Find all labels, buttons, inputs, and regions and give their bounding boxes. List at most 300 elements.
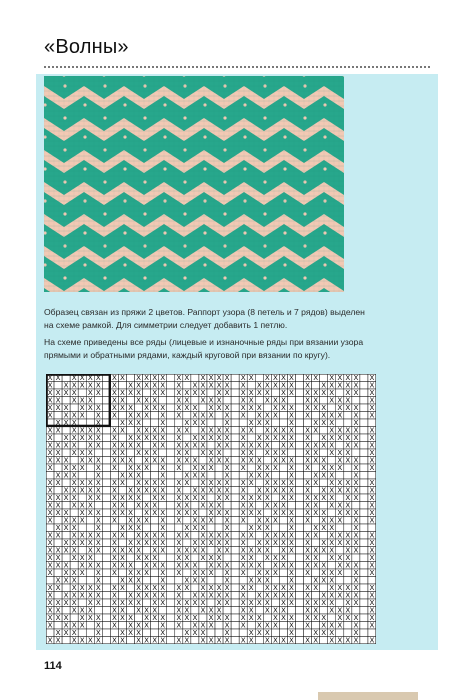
- chart-cell-mark: X: [136, 515, 141, 525]
- chart-cell-mark: X: [321, 403, 327, 413]
- chart-cell-mark: X: [200, 463, 206, 473]
- chart-cell-mark: X: [200, 553, 206, 563]
- chart-cell: [296, 412, 304, 420]
- chart-cell-mark: X: [95, 560, 101, 570]
- chart-cell: [167, 449, 175, 457]
- chart-cell-mark: X: [369, 433, 375, 443]
- chart-cell-mark: X: [264, 530, 270, 540]
- chart-cell-mark: X: [176, 478, 182, 488]
- chart-cell-mark: X: [256, 560, 262, 570]
- page-title: «Волны»: [44, 36, 129, 58]
- chart-cell-mark: X: [111, 508, 117, 518]
- chart-cell-mark: X: [216, 395, 222, 405]
- chart-cell-mark: X: [240, 403, 246, 413]
- chart-cell-mark: X: [353, 613, 359, 623]
- chart-cell-mark: X: [321, 440, 327, 450]
- chart-cell-mark: X: [289, 538, 294, 548]
- chart-cell-mark: X: [224, 515, 230, 525]
- chart-cell-mark: X: [224, 530, 230, 540]
- chart-cell-mark: X: [369, 545, 375, 555]
- chart-cell-mark: X: [111, 440, 117, 450]
- chart-cell-mark: X: [289, 590, 294, 600]
- chart-cell-mark: X: [160, 530, 166, 540]
- chart-cell-mark: X: [79, 583, 85, 593]
- chart-cell-mark: X: [176, 553, 182, 563]
- chart-cell-mark: X: [111, 620, 117, 630]
- chart-cell-mark: X: [281, 493, 286, 503]
- chart-cell: [231, 637, 239, 645]
- chart-cell-mark: X: [192, 620, 198, 630]
- chart-cell-mark: X: [345, 448, 351, 458]
- chart-cell-mark: X: [289, 635, 294, 644]
- chart-cell-mark: X: [256, 470, 262, 480]
- chart-cell-mark: X: [71, 590, 77, 600]
- chart-cell-mark: X: [289, 440, 294, 450]
- chart-cell-mark: X: [353, 545, 359, 555]
- chart-cell-mark: X: [264, 590, 270, 600]
- chart-cell-mark: X: [248, 395, 254, 405]
- chart-cell-mark: X: [329, 553, 335, 563]
- chart-cell-mark: X: [321, 523, 327, 533]
- chart-cell-mark: X: [264, 598, 270, 608]
- chart-cell-mark: X: [160, 388, 166, 398]
- chart-cell-mark: X: [192, 568, 198, 578]
- chart-cell-mark: X: [95, 485, 101, 495]
- chart-cell-mark: X: [176, 515, 182, 525]
- chart-cell-mark: X: [47, 508, 53, 518]
- chart-cell-mark: X: [160, 485, 166, 495]
- chart-cell: [86, 464, 94, 472]
- chart-cell-mark: X: [240, 590, 246, 600]
- chart-cell-mark: X: [216, 380, 222, 390]
- chart-cell-mark: X: [256, 598, 262, 608]
- chart-cell-mark: X: [208, 485, 214, 495]
- chart-cell: [231, 547, 239, 555]
- chart-cell-mark: X: [63, 538, 69, 548]
- chart-cell-mark: X: [47, 374, 53, 383]
- chart-cell-mark: X: [329, 410, 335, 420]
- chart-cell-mark: X: [345, 500, 351, 510]
- chart-cell-mark: X: [289, 620, 294, 630]
- chart-cell-mark: X: [152, 508, 158, 518]
- chart-cell-mark: X: [184, 470, 190, 480]
- chart-cell-mark: X: [160, 374, 166, 383]
- chart-cell-mark: X: [200, 545, 206, 555]
- chart-cell-mark: X: [216, 493, 222, 503]
- chart-cell: [296, 419, 304, 427]
- chart-cell-mark: X: [55, 388, 61, 398]
- chart-cell-mark: X: [216, 545, 222, 555]
- chart-cell-mark: X: [369, 568, 375, 578]
- chart-cell-mark: X: [248, 425, 254, 435]
- chart-cell-mark: X: [305, 395, 311, 405]
- chart-cell-mark: X: [184, 403, 190, 413]
- chart-cell-mark: X: [79, 500, 85, 510]
- chart-cell-mark: X: [144, 455, 150, 465]
- chart-cell-mark: X: [272, 463, 278, 473]
- chart-cell-mark: X: [71, 545, 77, 555]
- chart-cell: [360, 374, 368, 382]
- chart-cell: [296, 449, 304, 457]
- chart-cell-mark: X: [55, 425, 61, 435]
- chart-cell-mark: X: [176, 613, 182, 623]
- chart-cell-mark: X: [224, 418, 230, 428]
- chart-cell-mark: X: [47, 380, 53, 390]
- chart-cell-mark: X: [216, 590, 222, 600]
- chart-cell-mark: X: [353, 530, 359, 540]
- chart-cell-mark: X: [47, 538, 53, 548]
- chart-cell-mark: X: [369, 508, 375, 518]
- chart-cell: [231, 532, 239, 540]
- chart-cell-mark: X: [79, 515, 85, 525]
- chart-cell-mark: X: [87, 448, 93, 458]
- chart-cell-mark: X: [63, 508, 69, 518]
- chart-cell-mark: X: [337, 590, 343, 600]
- chart-cell-mark: X: [305, 410, 311, 420]
- chart-cell: [360, 584, 368, 592]
- chart-cell-mark: X: [120, 440, 125, 450]
- chart-cell-mark: X: [305, 613, 311, 623]
- chart-cell-mark: X: [200, 523, 206, 533]
- chart-cell: [231, 494, 239, 502]
- chart-cell-mark: X: [128, 568, 133, 578]
- chart-cell-mark: X: [63, 613, 69, 623]
- chart-cell-mark: X: [111, 463, 117, 473]
- chart-cell-mark: X: [95, 388, 101, 398]
- chart-cell-mark: X: [200, 583, 206, 593]
- chart-cell-mark: X: [208, 590, 214, 600]
- chart-cell: [296, 629, 304, 637]
- chart-cell: [167, 427, 175, 435]
- chart-cell: [360, 464, 368, 472]
- chart-cell: [296, 532, 304, 540]
- chart-cell-mark: X: [369, 493, 375, 503]
- chart-cell-mark: X: [289, 374, 294, 383]
- chart-cell: [215, 517, 223, 525]
- chart-cell-mark: X: [337, 485, 343, 495]
- chart-cell-mark: X: [240, 478, 246, 488]
- chart-cell-mark: X: [136, 463, 141, 473]
- chart-cell-mark: X: [248, 440, 254, 450]
- chart-cell-mark: X: [264, 470, 270, 480]
- chart-cell: [167, 472, 175, 480]
- chart-cell-mark: X: [144, 530, 150, 540]
- chart-cell-mark: X: [111, 590, 117, 600]
- chart-cell: [360, 577, 368, 585]
- chart-cell-mark: X: [95, 628, 101, 638]
- chart-cell-mark: X: [111, 448, 117, 458]
- chart-cell-mark: X: [192, 493, 198, 503]
- chart-cell: [102, 494, 110, 502]
- chart-cell-mark: X: [184, 553, 190, 563]
- chart-cell: [360, 622, 368, 630]
- chart-cell-mark: X: [55, 545, 61, 555]
- chart-cell-mark: X: [305, 493, 311, 503]
- chart-cell-mark: X: [192, 598, 198, 608]
- chart-cell: [296, 472, 304, 480]
- chart-cell-mark: X: [192, 590, 198, 600]
- chart-cell-mark: X: [160, 440, 166, 450]
- chart-cell-mark: X: [55, 478, 61, 488]
- chart-cell-mark: X: [152, 538, 158, 548]
- chart-cell: [102, 434, 110, 442]
- chart-cell-mark: X: [95, 418, 101, 428]
- chart-cell-mark: X: [95, 598, 101, 608]
- chart-cell: [102, 442, 110, 450]
- chart-cell-mark: X: [281, 583, 286, 593]
- chart-cell-mark: X: [369, 410, 375, 420]
- chart-cell-mark: X: [305, 560, 311, 570]
- chart-cell-mark: X: [176, 545, 182, 555]
- chart-cell-mark: X: [345, 605, 351, 615]
- chart-cell-mark: X: [264, 538, 270, 548]
- chart-cell-mark: X: [353, 425, 359, 435]
- chart-cell: [167, 607, 175, 615]
- chart-cell-mark: X: [111, 433, 117, 443]
- chart-cell-mark: X: [111, 493, 117, 503]
- chart-cell: [231, 599, 239, 607]
- chart-cell-mark: X: [160, 545, 166, 555]
- chart-cell: [215, 412, 223, 420]
- chart-cell-mark: X: [71, 500, 77, 510]
- chart-cell-mark: X: [87, 433, 93, 443]
- chart-cell-mark: X: [240, 485, 246, 495]
- chart-cell-mark: X: [305, 538, 311, 548]
- chart-cell-mark: X: [95, 620, 101, 630]
- chart-cell: [296, 494, 304, 502]
- chart-cell-mark: X: [160, 523, 166, 533]
- chart-cell-mark: X: [120, 635, 125, 644]
- chart-cell-mark: X: [329, 515, 335, 525]
- chart-cell-mark: X: [111, 545, 117, 555]
- chart-cell-mark: X: [47, 515, 53, 525]
- chart-cell-mark: X: [144, 538, 150, 548]
- chart-cell-mark: X: [353, 470, 359, 480]
- chart-cell: [320, 637, 328, 645]
- chart-cell-mark: X: [248, 403, 254, 413]
- chart-cell-mark: X: [208, 560, 214, 570]
- chart-cell-mark: X: [313, 508, 319, 518]
- chart-cell-mark: X: [71, 485, 77, 495]
- chart-cell-mark: X: [136, 500, 141, 510]
- chart-cells: [46, 374, 376, 644]
- chart-cell-mark: X: [369, 583, 375, 593]
- chart-cell-mark: X: [248, 583, 254, 593]
- chart-cell-mark: X: [256, 388, 262, 398]
- chart-cell-mark: X: [224, 545, 230, 555]
- chart-cell-mark: X: [329, 374, 335, 383]
- chart-cell-mark: X: [240, 388, 246, 398]
- chart-cell-mark: X: [353, 433, 359, 443]
- chart-cell-mark: X: [216, 635, 222, 644]
- chart-cell-mark: X: [136, 635, 141, 644]
- chart-cell-mark: X: [87, 425, 93, 435]
- chart-cell: [296, 599, 304, 607]
- chart-cell-mark: X: [63, 523, 69, 533]
- chart-cell-mark: X: [353, 463, 359, 473]
- chart-cell: [102, 562, 110, 570]
- chart-cell-mark: X: [208, 433, 214, 443]
- chart-cell-mark: X: [248, 388, 254, 398]
- chart-cell-mark: X: [192, 508, 198, 518]
- chart-cell-mark: X: [184, 583, 190, 593]
- chart-cell-mark: X: [136, 605, 141, 615]
- chart-cell-mark: X: [248, 455, 254, 465]
- chart-cell-mark: X: [71, 374, 77, 383]
- chart-cell-mark: X: [329, 425, 335, 435]
- chart-cell-mark: X: [200, 500, 206, 510]
- chart-cell-mark: X: [120, 583, 125, 593]
- chart-cell-mark: X: [321, 613, 327, 623]
- chart-cell-mark: X: [240, 598, 246, 608]
- chart-cell-mark: X: [289, 380, 294, 390]
- chart-cell-mark: X: [240, 583, 246, 593]
- chart-cell: [167, 532, 175, 540]
- chart-cell-mark: X: [176, 583, 182, 593]
- chart-cell-mark: X: [87, 485, 93, 495]
- chart-cell-mark: X: [256, 590, 262, 600]
- chart-cell-mark: X: [240, 620, 246, 630]
- chart-cell-mark: X: [160, 538, 166, 548]
- chart-cell-mark: X: [176, 463, 182, 473]
- chart-cell-mark: X: [329, 598, 335, 608]
- chart-cell-mark: X: [240, 410, 246, 420]
- chart-cell-mark: X: [47, 395, 53, 405]
- chart-cell-mark: X: [152, 560, 158, 570]
- chart-cell-mark: X: [329, 575, 335, 585]
- chart-cell-mark: X: [208, 583, 214, 593]
- chart-cell-mark: X: [152, 485, 158, 495]
- chart-cell: [167, 442, 175, 450]
- chart-cell: [360, 637, 368, 645]
- chart-cell-mark: X: [184, 500, 190, 510]
- chart-cell-mark: X: [87, 605, 93, 615]
- chart-cell-mark: X: [152, 478, 158, 488]
- chart-cell-mark: X: [329, 523, 335, 533]
- chart-cell: [231, 457, 239, 465]
- chart-cell-mark: X: [79, 395, 85, 405]
- chart-cell-mark: X: [281, 433, 286, 443]
- chart-cell-mark: X: [272, 613, 278, 623]
- chart-cell-mark: X: [321, 433, 327, 443]
- chart-cell-mark: X: [79, 553, 85, 563]
- chart-cell-mark: X: [63, 598, 69, 608]
- chart-cell: [231, 509, 239, 517]
- chart-cell-mark: X: [329, 590, 335, 600]
- chart-cell-mark: X: [216, 500, 222, 510]
- chart-cell: [167, 457, 175, 465]
- chart-cell: [360, 479, 368, 487]
- chart-cell-mark: X: [329, 538, 335, 548]
- chart-cell-mark: X: [160, 403, 166, 413]
- chart-cell-mark: X: [329, 628, 335, 638]
- chart-cell-mark: X: [353, 440, 359, 450]
- chart-cell-mark: X: [281, 500, 286, 510]
- chart-cell-mark: X: [337, 500, 343, 510]
- chart-cell: [86, 517, 94, 525]
- chart-cell-mark: X: [353, 380, 359, 390]
- chart-cell-mark: X: [224, 380, 230, 390]
- chart-cell-mark: X: [111, 485, 117, 495]
- chart-cell-mark: X: [224, 478, 230, 488]
- chart-cell-mark: X: [87, 590, 93, 600]
- chart-cell-mark: X: [200, 605, 206, 615]
- chart-cell-mark: X: [176, 620, 182, 630]
- chart-cell-mark: X: [313, 388, 319, 398]
- chart-cell: [167, 494, 175, 502]
- chart-cell: [231, 584, 239, 592]
- chart-cell-mark: X: [313, 545, 319, 555]
- chart-cell: [167, 397, 175, 405]
- chart-cell-mark: X: [272, 455, 278, 465]
- chart-cell-mark: X: [160, 568, 166, 578]
- chart-cell-mark: X: [176, 388, 182, 398]
- chart-cell: [167, 547, 175, 555]
- chart-cell-mark: X: [216, 455, 222, 465]
- chart-cell-mark: X: [264, 493, 270, 503]
- chart-cell-mark: X: [152, 598, 158, 608]
- chart-cell-mark: X: [200, 628, 206, 638]
- chart-cell-mark: X: [345, 508, 351, 518]
- chart-cell-mark: X: [248, 500, 254, 510]
- chart-cell-mark: X: [208, 530, 214, 540]
- chart-cell-mark: X: [329, 620, 335, 630]
- chart-cell-mark: X: [95, 583, 101, 593]
- chart-cell-mark: X: [111, 388, 117, 398]
- chart-cell: [102, 487, 110, 495]
- page-edge-mark: [318, 692, 418, 700]
- chart-cell: [151, 464, 159, 472]
- chart-cell-mark: X: [240, 380, 246, 390]
- chart-cell-mark: X: [345, 553, 351, 563]
- chart-cell-mark: X: [87, 538, 93, 548]
- chart-cell-mark: X: [176, 508, 182, 518]
- chart-cell-mark: X: [305, 440, 311, 450]
- chart-cell: [102, 607, 110, 615]
- chart-cell-mark: X: [216, 388, 222, 398]
- chart-cell: [279, 412, 287, 420]
- chart-cell-mark: X: [240, 538, 246, 548]
- chart-cell-mark: X: [120, 605, 125, 615]
- chart-cell-mark: X: [256, 418, 262, 428]
- chart-cell-mark: X: [200, 538, 206, 548]
- chart-cell-mark: X: [47, 388, 53, 398]
- chart-cell-mark: X: [281, 448, 286, 458]
- chart-cell-mark: X: [120, 553, 125, 563]
- chart-cell-mark: X: [79, 478, 85, 488]
- chart-cell-mark: X: [176, 590, 182, 600]
- chart-cell-mark: X: [369, 553, 375, 563]
- chart-cell-mark: X: [55, 523, 61, 533]
- chart-cell-mark: X: [95, 455, 101, 465]
- chart-cell-mark: X: [313, 403, 319, 413]
- chart-cell-mark: X: [87, 613, 93, 623]
- chart-cell-mark: X: [136, 583, 141, 593]
- chart-cell-mark: X: [272, 500, 278, 510]
- chart-cell-mark: X: [256, 493, 262, 503]
- chart-cell-mark: X: [272, 515, 278, 525]
- chart-cell-mark: X: [120, 493, 125, 503]
- chart-cell-mark: X: [248, 598, 254, 608]
- chart-cell-mark: X: [369, 598, 375, 608]
- chart-cell: [231, 382, 239, 390]
- chart-cell-mark: X: [353, 515, 359, 525]
- chart-cell-mark: X: [136, 523, 141, 533]
- chart-cell-mark: X: [337, 568, 343, 578]
- chart-cell: [296, 374, 304, 382]
- chart-cell-mark: X: [120, 448, 125, 458]
- chart-cell-mark: X: [128, 620, 133, 630]
